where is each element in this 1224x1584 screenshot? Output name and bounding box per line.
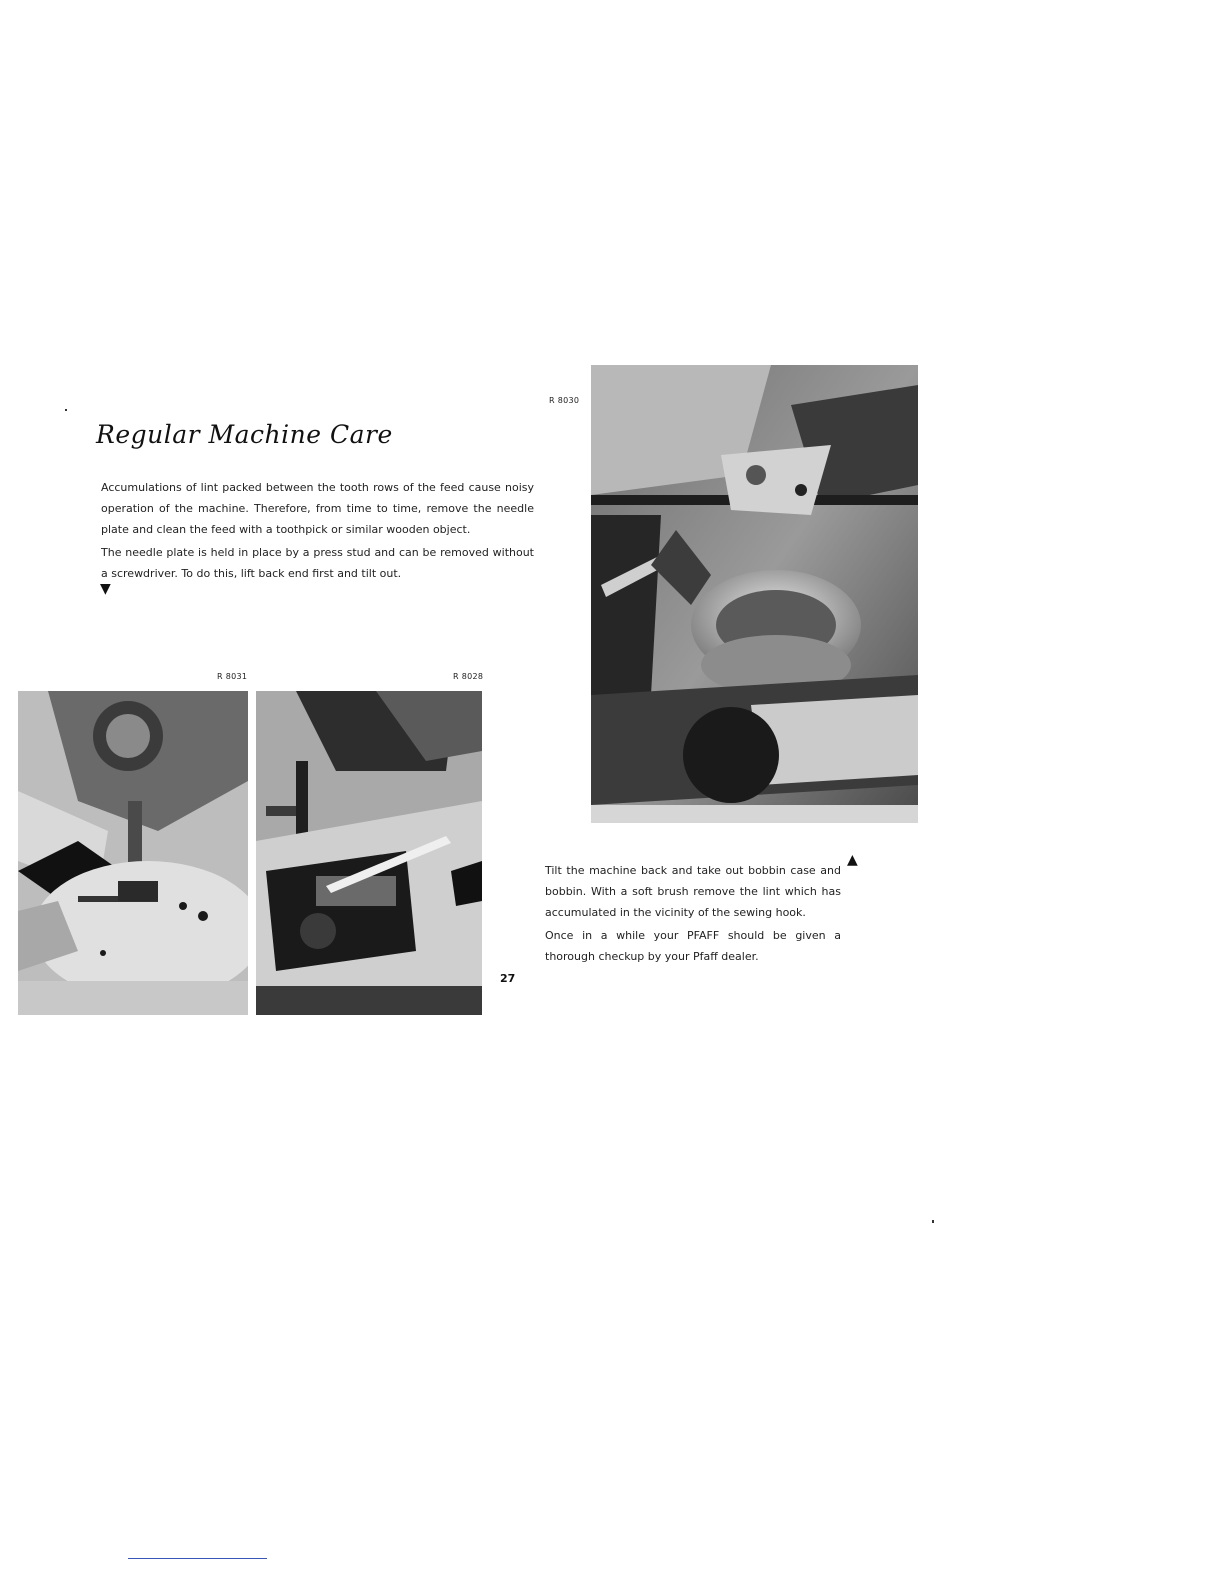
scan-speck — [65, 409, 67, 411]
photo-feed-cleaning — [256, 691, 482, 1015]
paragraph-needle-plate: The needle plate is held in place by a press stud and can be removed without a screwdriver. To do this, lift back end first and tilt out. — [101, 546, 534, 580]
footer-rule — [128, 1558, 267, 1559]
scan-speck — [932, 1220, 934, 1223]
paragraph-dealer-checkup: Once in a while your PFAFF should be given a thorough checkup by your Pfaff dealer. — [545, 929, 841, 963]
up-triangle-icon: ▲ — [847, 852, 858, 868]
figure-label-r8031: R 8031 — [217, 672, 248, 681]
photo-bobbin-brush — [591, 365, 918, 823]
page-title: Regular Machine Care — [96, 420, 393, 449]
paragraph-lint-feed: Accumulations of lint packed between the tooth rows of the feed cause noisy operation of the machine. Therefore, from time to time, remove the needle plate and clean the feed with a toothpick or similar wooden object. — [101, 481, 534, 536]
down-triangle-icon: ▼ — [100, 581, 111, 597]
figure-label-r8028: R 8028 — [453, 672, 484, 681]
page-number: 27 — [500, 972, 516, 985]
paragraph-bobbin-cleaning: Tilt the machine back and take out bobbin case and bobbin. With a soft brush remove the lint which has accumulated in the vicinity of the sewing hook. — [545, 864, 841, 919]
figure-label-r8030: R 8030 — [549, 396, 580, 405]
photo-needle-plate-removal — [18, 691, 248, 1015]
